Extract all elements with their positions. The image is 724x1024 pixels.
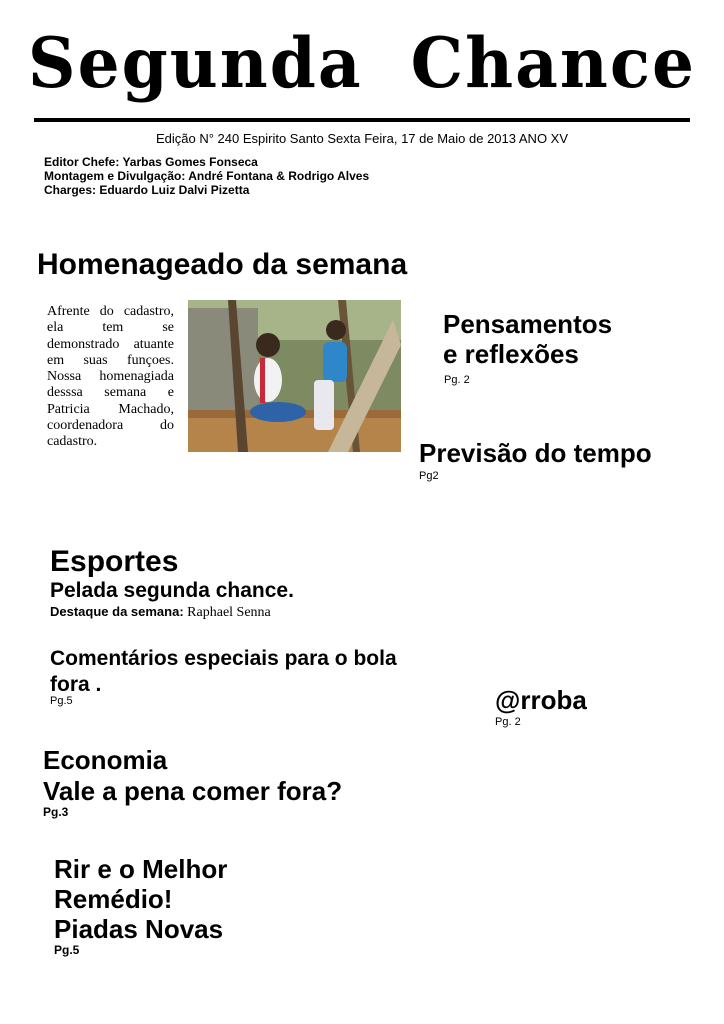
economia-title: Economia — [43, 745, 168, 775]
homenageado-title: Homenageado da semana — [37, 248, 408, 281]
previsao-page: Pg2 — [419, 470, 439, 482]
editor-credit: Editor Chefe: Yarbas Gomes Fonseca — [44, 155, 258, 169]
destaque-name: Raphael Senna — [183, 605, 271, 620]
arroba-page: Pg. 2 — [495, 716, 521, 728]
destaque-label: Destaque da semana: — [50, 604, 184, 619]
rir-title — [54, 854, 227, 944]
montagem-credit: Montagem e Divulgação: André Fontana & Rodrigo Alves — [44, 169, 370, 183]
previsao-title: Previsão do tempo — [419, 438, 652, 468]
homenageado-body: Afrente do cadastro, ela tem se demonstrado atuante em suas funçoes. Nossa homenagiada desssa semana e Patricia Machado, coordenadora do cadastro. — [47, 304, 174, 450]
pensamentos-title — [443, 309, 612, 369]
esportes-subtitle: Pelada segunda chance. — [50, 579, 294, 602]
comentarios-line-2: fora . — [50, 673, 102, 696]
esportes-page: Pg.5 — [50, 695, 73, 707]
pensamentos-title-line-1: Pensamentos — [443, 309, 613, 339]
destaque-line — [50, 604, 271, 621]
rir-page: Pg.5 — [54, 943, 80, 957]
homenageado-photo — [188, 300, 401, 452]
rir-line-3: Piadas Novas — [54, 914, 224, 944]
masthead-word-2: Chance — [410, 22, 697, 104]
photo-illustration — [188, 300, 401, 452]
charges-credit: Charges: Eduardo Luiz Dalvi Pizetta — [44, 183, 250, 197]
economia-page: Pg.3 — [43, 805, 69, 819]
esportes-title: Esportes — [50, 545, 179, 578]
newspaper-masthead — [0, 22, 724, 104]
pensamentos-title-line-2: e reflexões — [443, 339, 579, 369]
arroba-title: @rroba — [495, 685, 587, 715]
rir-line-1: Rir e o Melhor — [54, 854, 228, 884]
pensamentos-page: Pg. 2 — [444, 374, 470, 386]
comentarios-title — [50, 646, 430, 698]
economia-subtitle: Vale a pena comer fora? — [43, 776, 343, 806]
masthead-rule — [34, 118, 690, 122]
rir-line-2: Remédio! — [54, 884, 173, 914]
staff-credits — [44, 155, 369, 197]
comentarios-line-1: Comentários especiais para o bola — [50, 647, 397, 670]
edition-line: Edição N° 240 Espirito Santo Sexta Feira, 17 de Maio de 2013 ANO XV — [155, 131, 569, 146]
masthead-word-1: Segunda — [27, 22, 363, 104]
